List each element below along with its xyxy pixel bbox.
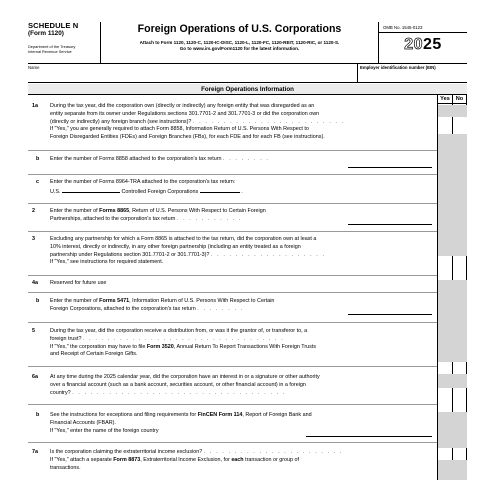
question-7a <box>28 449 434 475</box>
question-number: 4a <box>32 280 38 286</box>
shaded-cell <box>438 280 467 362</box>
q2-line: Enter the number of Forms 8865, Return of U.S. Persons With Respect to Certain Foreign <box>50 208 266 214</box>
q5-line: If "Yes," the corporation may have to file Form 3520, Annual Return To Report Transactions With Foreign Trusts <box>50 343 317 350</box>
tax-year-prefix: 20 <box>404 36 423 53</box>
question-number: 6a <box>32 374 38 380</box>
question-1c <box>28 179 434 197</box>
foreign-country-field[interactable] <box>306 436 432 437</box>
question-5 <box>28 328 434 362</box>
question-text <box>50 179 432 197</box>
row-divider <box>28 366 437 367</box>
dot-leader: . . . . . . . . . . . . . . . . . . . . . . . . . . . . . . . . . <box>82 335 285 342</box>
form-title-block <box>101 22 378 64</box>
us-count-field[interactable] <box>62 187 120 193</box>
row-divider <box>28 442 437 443</box>
question-text <box>50 412 432 435</box>
cfc-count-field[interactable] <box>200 187 240 193</box>
question-number: 3 <box>32 236 35 242</box>
shaded-cell <box>438 105 467 117</box>
tax-year <box>379 36 467 54</box>
q2-line: Partnerships, attached to the corporation's tax return . . . . . . . . . . . <box>50 215 242 222</box>
form-id-block <box>28 22 101 64</box>
q6b-line: See the instructions for exceptions and filing requirements for FinCEN Form 114, Report of Foreign Bank and <box>50 412 312 418</box>
omb-number: OMB No. 1545-0123 <box>379 22 467 33</box>
website-instruction: Go to www.irs.gov/Form1120 for the latest information. <box>179 46 300 51</box>
q6b-line: If "Yes," enter the name of the foreign country <box>50 427 159 434</box>
shaded-cell <box>438 460 467 480</box>
question-number: c <box>36 179 39 185</box>
section-title: Foreign Operations Information <box>28 84 467 95</box>
question-text: Enter the number of Forms 8858 attached to the corporation's tax return . . . . . . . . <box>50 156 270 162</box>
q1b-answer-field[interactable] <box>348 167 432 168</box>
question-text <box>50 298 432 314</box>
q5-line: During the tax year, did the corporation receive a distribution from, or was it the grantor of, or transferor to, a <box>50 328 308 334</box>
shaded-cell <box>438 134 467 256</box>
no-column-header: No <box>452 95 467 104</box>
question-text <box>50 328 432 359</box>
dot-leader: . . . . . . . . . . . . . . . . . . . . . . . <box>203 449 344 455</box>
row-divider <box>28 150 437 151</box>
q1a-line: Foreign Disregarded Entities (FDEs) and Foreign Branches (FBs), for each FDE and for each FB (see instructions). <box>50 134 325 141</box>
q2-answer-field[interactable] <box>348 224 432 225</box>
question-number: 2 <box>32 208 35 214</box>
yes-column-header: Yes <box>437 95 452 104</box>
q1a-no-box[interactable] <box>453 117 467 134</box>
question-1a <box>28 103 434 149</box>
row-divider <box>28 231 437 232</box>
ein-label: Employer identification number (EIN) <box>360 65 436 70</box>
question-text <box>50 208 432 224</box>
q1a-line: (directly or indirectly) any foreign branch (see instructions)? . . . . . . . . . . . . . . . . . . . . . . . . . <box>50 118 345 125</box>
q5-line: and Receipt of Certain Foreign Gifts. <box>50 351 138 358</box>
dot-leader: . . . . . . . . . . . . . . . . . . . <box>210 251 326 258</box>
question-number: b <box>36 156 40 162</box>
question-number: 7a <box>32 449 38 455</box>
question-text: Reserved for future use <box>50 280 107 286</box>
omb-year-block <box>378 22 467 64</box>
q4b-line: Foreign Corporations, attached to the corporation's tax return . . . . . . . . <box>50 305 244 312</box>
row-divider <box>28 275 437 276</box>
q1c-line: Enter the number of Forms 8964-TRA attached to the corporation's tax return: <box>50 179 236 185</box>
question-number: b <box>36 412 40 418</box>
q6a-line: country? . . . . . . . . . . . . . . . . . . . . . . . . . . . . . . . . . . . <box>50 389 286 396</box>
q7a-line: Is the corporation claiming the extraterritorial income exclusion? . . . . . . . . . . . . . . . . . . . . . . . <box>50 449 344 455</box>
q6a-line: At any time during the 2025 calendar year, did the corporation have an interest in or a signature or other authority <box>50 374 320 380</box>
q6a-line: over a financial account (such as a bank account, securities account, or other financial account) in a foreign <box>50 381 306 388</box>
question-1b <box>28 156 434 166</box>
row-divider <box>28 292 437 293</box>
question-6b <box>28 412 434 438</box>
q3-line: If "Yes," see instructions for required statement. <box>50 259 164 266</box>
row-divider <box>28 322 437 323</box>
q1a-line: During the tax year, did the corporation own (directly or indirectly) any foreign entity that was disregarded as an <box>50 103 315 109</box>
shaded-cell <box>438 374 467 388</box>
question-text <box>50 103 432 142</box>
q3-line: 10% interest, directly or indirectly, in any other foreign partnership (including an entity treated as a foreign <box>50 243 301 250</box>
q6b-line: Financial Accounts (FBAR). <box>50 419 116 426</box>
row-divider <box>28 174 437 175</box>
name-label: Name <box>28 65 40 70</box>
name-row <box>28 64 467 83</box>
question-number: 5 <box>32 328 35 334</box>
q4b-line: Enter the number of Forms 5471, Information Return of U.S. Persons With Respect to Certain <box>50 298 275 304</box>
tax-year-suffix: 25 <box>423 36 442 53</box>
department-block <box>28 45 100 54</box>
q1a-yes-box[interactable] <box>438 117 452 134</box>
question-3 <box>28 236 434 270</box>
question-text <box>50 374 432 397</box>
question-text <box>50 236 432 267</box>
attach-instruction: Attach to Form 1120, 1120-C, 1120-IC-DISC, 1120-L, 1120-FC, 1120-REIT, 1120-RIC, or 1120-S. <box>139 40 340 45</box>
form-title: Foreign Operations of U.S. Corporations <box>137 23 342 35</box>
ein-field[interactable] <box>357 64 467 83</box>
question-number: b <box>36 298 40 304</box>
question-number: 1a <box>32 103 38 109</box>
dot-leader: . . . . . . . . . . . . . . . . . . . . . . . . . <box>192 118 345 125</box>
shaded-cell <box>438 412 467 448</box>
schedule-label: SCHEDULE N <box>28 21 79 30</box>
row-divider <box>28 404 437 405</box>
q1c-line: U.S. Controlled Foreign Corporations . <box>50 188 243 195</box>
dot-leader: . . . . . . . . <box>223 156 270 162</box>
question-6a <box>28 374 434 400</box>
q4b-answer-field[interactable] <box>348 314 432 315</box>
form-header <box>28 22 467 64</box>
dot-leader: . . . . . . . . <box>197 305 244 312</box>
question-4a <box>28 280 434 290</box>
q1a-line: If "Yes," you are generally required to attach Form 8858, Information Return of U.S. Persons With Respect to <box>50 126 309 133</box>
q7a-line: transactions. <box>50 464 81 471</box>
department-label: Department of the Treasury <box>28 44 76 49</box>
dot-leader: . . . . . . . . . . . . . . . . . . . . . . . . . . . . . . . . . . . <box>72 389 286 396</box>
q3-line: partnership under Regulations section 301.7701-2 or 301.7701-3)? . . . . . . . . . . . . . . . . . . . <box>50 251 326 258</box>
q7a-line: If "Yes," attach a separate Form 8873, Extraterritorial Income Exclusion, for each transaction or group of <box>50 456 300 463</box>
form-reference: (Form 1120) <box>28 30 64 38</box>
q1a-line: entity separate from its owner under Regulations sections 301.7701-2 and 301.7701-3 or did the corporation own <box>50 110 320 117</box>
row-divider <box>28 203 437 204</box>
question-text <box>50 449 432 472</box>
dot-leader: . . . . . . . . . . . <box>176 215 242 222</box>
q3-line: Excluding any partnership for which a Form 8865 is attached to the tax return, did the corporation own at least a <box>50 236 317 242</box>
q5-line: foreign trust? . . . . . . . . . . . . . . . . . . . . . . . . . . . . . . . . . <box>50 335 285 342</box>
irs-label: Internal Revenue Service <box>28 48 72 54</box>
